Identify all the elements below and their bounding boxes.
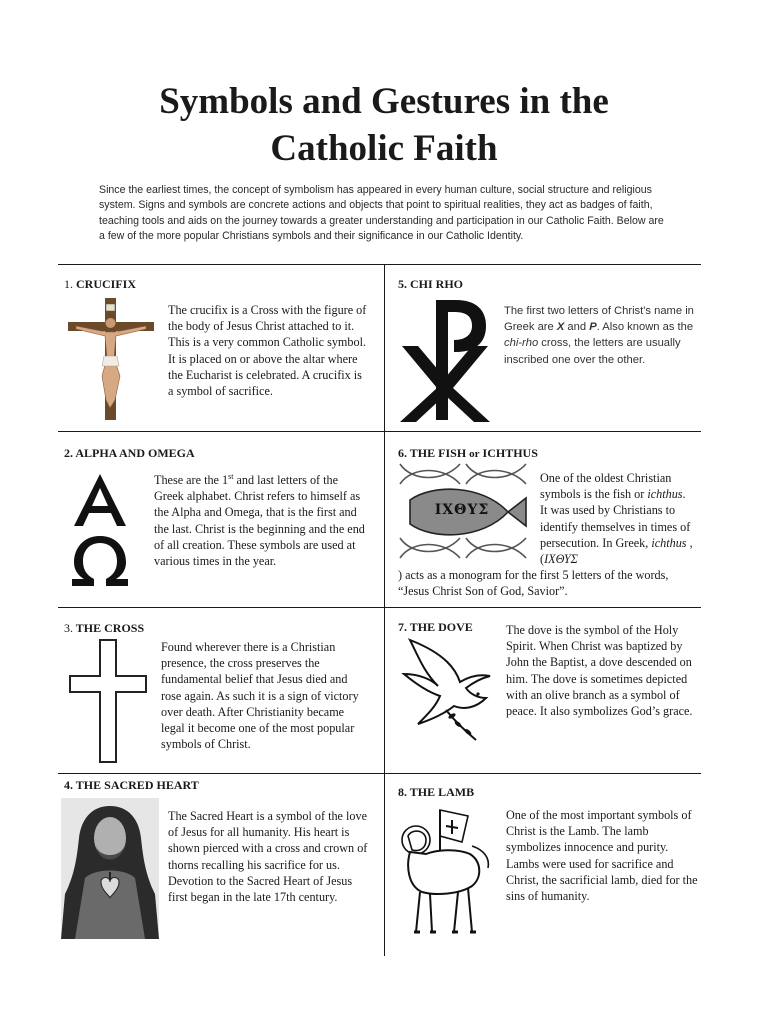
section-title: THE DOVE bbox=[409, 620, 473, 634]
section-heading-dove bbox=[398, 620, 473, 634]
section-title: THE SACRED HEART bbox=[75, 778, 199, 792]
fish-icons bbox=[396, 460, 532, 573]
section-heading-chi-rho bbox=[398, 277, 463, 291]
intro-paragraph: Since the earliest times, the concept of symbolism has appeared in every human culture, social structure and religious system. Signs and symbols are concrete actions and objects that point to spiritual realities, they act as badges of faith, teaching tools and aids on the journey towards a greater understanding and participation in our Catholic Faith. Below are a few of the more popular Christians symbols and their significance in our Catholic Identity. bbox=[99, 184, 664, 242]
crucifix-image bbox=[66, 296, 156, 427]
title-line-1: Symbols and Gestures in the bbox=[159, 81, 609, 122]
chi-rho-icon bbox=[396, 294, 494, 431]
title-line-2: Catholic Faith bbox=[270, 128, 498, 169]
cross-icon bbox=[66, 636, 150, 771]
section-number: 4. bbox=[64, 778, 73, 792]
section-title: THE LAMB bbox=[409, 785, 475, 799]
section-title: THE FISH bbox=[409, 446, 470, 460]
dove-description: The dove is the symbol of the Holy Spirit. When Christ was baptized by John the Baptist, a dove descended on him. The dove is sometimes depicted with an olive branch as a symbol of peace. It also symbolizes God’s grace. bbox=[506, 623, 693, 719]
section-number: 8. bbox=[398, 785, 407, 799]
section-number: 1. bbox=[64, 277, 73, 291]
lamb-image bbox=[396, 806, 496, 951]
fish-description-top: One of the oldest Christian symbols is the fish or ichthus. It was used by Christians to identify themselves in times of persecution. In Greek, ichthus , (ΙΧΘΥΣ bbox=[540, 471, 693, 567]
grid-line-row-2 bbox=[58, 607, 701, 608]
lamb-description: One of the most important symbols of Christ is the Lamb. The lamb symbolizes innocence and purity. Lambs were used for sacrifice and Christ, the sacrificial lamb, died for the sins of humanity. bbox=[506, 808, 698, 904]
cross-description: Found wherever there is a Christian presence, the cross preserves the fundamental belief that Jesus died and rose again. As such it is a sign of victory over death. After Christianity became legal it become one of the most popular symbols of Christ. bbox=[161, 640, 359, 752]
fish-label: ΙΧΘΥΣ bbox=[434, 502, 490, 518]
crucifix-description: The crucifix is a Cross with the figure of the body of Jesus Christ attached to it. This is a very common Catholic symbol. It is placed on or above the altar where the Eucharist is celebrated. A crucifix is a symbol of sacrifice. bbox=[168, 303, 367, 399]
section-heading-alpha-omega bbox=[64, 446, 195, 460]
grid-line-row-1 bbox=[58, 431, 701, 432]
alpha-omega-icon bbox=[68, 470, 132, 593]
section-number: 6. bbox=[398, 446, 407, 460]
sacred-heart-description: The Sacred Heart is a symbol of the love of Jesus for all humanity. His heart is shown pierced with a cross and crown of thorns recalling his sacrifice for us. Devotion to the Sacred Heart of Jesus first began in the late 17th century. bbox=[168, 809, 368, 905]
section-title: ALPHA AND OMEGA bbox=[75, 446, 195, 460]
section-title: CRUCIFIX bbox=[76, 277, 136, 291]
grid-line-row-3 bbox=[58, 773, 701, 774]
section-number: 3. bbox=[64, 621, 73, 635]
page-title bbox=[0, 78, 768, 172]
chi-rho-description: The first two letters of Christ's name in Greek are X and P. Also known as the chi-rho cross, the letters are usually inscribed one over the other. bbox=[504, 305, 694, 366]
section-number: 5. bbox=[398, 277, 407, 291]
section-number: 7. bbox=[398, 620, 407, 634]
section-title: THE CROSS bbox=[75, 621, 145, 635]
fish-description-bottom: ) acts as a monogram for the first 5 letters of the words, “Jesus Christ Son of God, Savior”. bbox=[398, 568, 669, 599]
section-number: 2. bbox=[64, 446, 73, 460]
grid-line-top bbox=[58, 264, 701, 265]
section-heading-cross bbox=[64, 621, 144, 635]
section-heading-crucifix bbox=[64, 277, 136, 291]
alpha-omega-description: These are the 1st and last letters of the Greek alphabet. Christ refers to himself as the Alpha and Omega, that is the first and the last. Christ is the beginning and the end of all creation. These symbols are used at various times in the year. bbox=[154, 471, 365, 569]
dove-image bbox=[398, 636, 498, 749]
section-heading-lamb bbox=[398, 785, 474, 799]
grid-line-vertical bbox=[384, 264, 385, 956]
section-title: CHI RHO bbox=[410, 277, 464, 291]
sacred-heart-image bbox=[61, 798, 159, 944]
section-heading-fish: 6. THE FISH or ICHTHUS bbox=[398, 446, 538, 460]
section-heading-sacred-heart bbox=[64, 778, 199, 792]
